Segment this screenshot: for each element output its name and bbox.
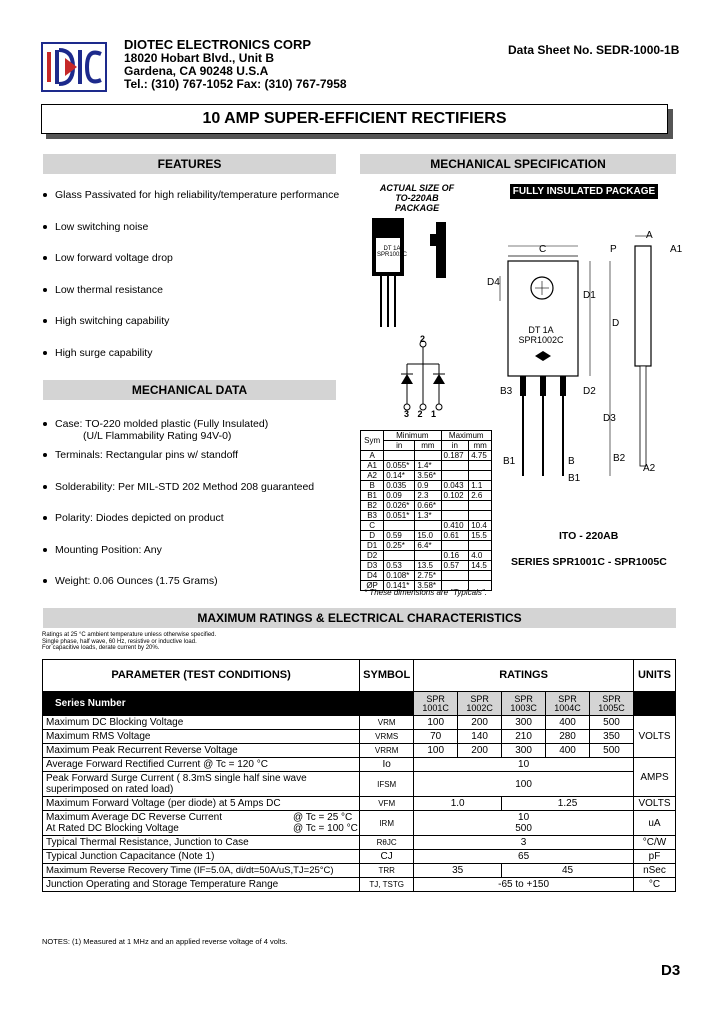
dimension-row: A2 0.14* 3.56* [361, 471, 492, 481]
dimension-row: C 0.410 10.4 [361, 521, 492, 531]
dimension-row: D1 0.25* 6.4* [361, 541, 492, 551]
package-small-label: DT 1A SPR1002C [376, 246, 408, 258]
dimension-row: B3 0.051* 1.3* [361, 511, 492, 521]
dimension-row: D3 0.53 13.5 0.57 14.5 [361, 561, 492, 571]
series-number-label: Series Number [43, 692, 360, 716]
feature-item: Low thermal resistance [43, 284, 163, 296]
package-marking: DT 1A SPR1002C [518, 325, 564, 345]
mech-data-item: Case: TO-220 molded plastic (Fully Insulated) [43, 418, 268, 430]
dim-label-d4: D4 [487, 277, 500, 288]
dim-label-d2: D2 [583, 386, 596, 397]
insulated-package-badge: FULLY INSULATED PACKAGE [510, 184, 658, 199]
dimension-row: B 0.035 0.9 0.043 1.1 [361, 481, 492, 491]
feature-item: Glass Passivated for high reliability/temperature performance [43, 189, 339, 201]
dim-label-b: B [568, 456, 575, 467]
footnote: NOTES: (1) Measured at 1 MHz and an applied reverse voltage of 4 volts. [42, 937, 288, 946]
address-line2: Gardena, CA 90248 U.S.A [124, 64, 269, 78]
mechanical-spec-heading: MECHANICAL SPECIFICATION [360, 154, 676, 174]
dimension-row: D 0.59 15.0 0.61 15.5 [361, 531, 492, 541]
company-name: DIOTEC ELECTRONICS CORP [124, 37, 312, 52]
dimension-row: D2 0.16 4.0 [361, 551, 492, 561]
address-line1: 18020 Hobart Blvd., Unit B [124, 51, 275, 65]
phone-fax: Tel.: (310) 767-1052 Fax: (310) 767-7958 [124, 77, 347, 91]
page-number: D3 [661, 962, 681, 979]
dimension-table: Sym Minimum Maximum in mm in mm A 0.187 4.75 A1 0.055* 1.4* A2 0.14* 3.56* B 0.035 0.9 0.043 1.1 B1 0.09 2.3 0.102 2.6 B2 0.026* 0.66* B3 0.051* 1.3* C 0.410 10.4 D 0.59 15.0 0.61 15.5 D1 0.25* 6.4* D2 0.16 4.0 D3 0.53 13.5 0.57 14.5 D4 0.108* 2.75* ØP 0.141* 3.58* [360, 430, 492, 591]
mech-data-item: Mounting Position: Any [43, 544, 162, 556]
dim-label-b1: B1 [503, 456, 516, 467]
document-title: 10 AMP SUPER-EFFICIENT RECTIFIERS [41, 104, 668, 134]
series-range: SERIES SPR1001C - SPR1005C [511, 556, 667, 568]
mech-data-item: Polarity: Diodes depicted on product [43, 512, 224, 524]
dim-label-a: A [646, 230, 653, 241]
dim-label-d3: D3 [603, 413, 616, 424]
pin-label-top: 2 [420, 334, 426, 344]
dimension-row: B1 0.09 2.3 0.102 2.6 [361, 491, 492, 501]
dim-label-b2: B2 [613, 453, 626, 464]
dimension-row: A 0.187 4.75 [361, 451, 492, 461]
package-actual-size-drawing [368, 212, 458, 340]
feature-item: High surge capability [43, 347, 152, 359]
dimension-row: B2 0.026* 0.66* [361, 501, 492, 511]
features-heading: FEATURES [43, 154, 336, 174]
dim-label-a2: A2 [643, 463, 656, 474]
dim-label-d1: D1 [583, 290, 596, 301]
dimension-note: * These dimensions are "Typicals". [364, 588, 487, 597]
ratings-heading: MAXIMUM RATINGS & ELECTRICAL CHARACTERISTICS [43, 608, 676, 628]
mechanical-data-heading: MECHANICAL DATA [43, 380, 336, 400]
feature-item: High switching capability [43, 315, 169, 327]
pin-labels: 3 2 1 [404, 409, 437, 419]
dim-label-d: D [612, 318, 620, 329]
mech-data-item: Solderability: Per MIL-STD 202 Method 208 guaranteed [43, 481, 314, 493]
package-type: ITO - 220AB [559, 530, 619, 542]
datasheet-number: Data Sheet No. SEDR-1000-1B [508, 43, 680, 57]
dimension-row: D4 0.108* 2.75* [361, 571, 492, 581]
mech-data-item: Weight: 0.06 Ounces (1.75 Grams) [43, 575, 218, 587]
mech-data-item: Terminals: Rectangular pins w/ standoff [43, 449, 238, 461]
dim-label-b3: B3 [500, 386, 513, 397]
dim-label-a1: A1 [670, 244, 683, 255]
actual-size-label: ACTUAL SIZE OF TO-220AB PACKAGE [379, 183, 455, 213]
ratings-conditions: Ratings at 25 °C ambient temperature unless otherwise specified. Single phase, half wave, 60 Hz, resistive or inductive load. For capacitive loads, derate current by 20%. [42, 632, 217, 651]
feature-item: Low switching noise [43, 221, 148, 233]
dimension-row: ØP 0.141* 3.58* [361, 581, 492, 591]
mech-data-case-note: (U/L Flammability Rating 94V-0) [83, 430, 232, 442]
dim-label-c: C [539, 244, 547, 255]
dimension-row: A1 0.055* 1.4* [361, 461, 492, 471]
dim-label-p: P [610, 244, 617, 255]
ratings-table: PARAMETER (TEST CONDITIONS) SYMBOL RATINGS UNITS Series Number SPR 1001C SPR 1002C SPR 1003C SPR 1004C SPR 1005C Maximum DC Blocking Voltage VRM 100 200 300 400 500 VOLTS Maximum RMS Voltage VRMS 70 140 210 280 350 Maximum Peak Recurrent Reverse Voltage VRRM 100 200 300 400 500 Average Forward Rectified Current @ Tc = 120 °C Io 10 AMPS Peak Forward Surge Current ( 8.3mS single half sine wave superimposed on rated load) IFSM 100 Maximum Forward Voltage (per diode) at 5 Amps DC VFM 1.0 1.25 VOLTS Maximum Average DC Reverse Current At Rated DC Blocking Voltage @ Tc = 25 °C @ Tc = 100 °C IRM 10 500 uA Typical Thermal Resistance, Junction to Case RθJC 3 °C/W Typical Junction Capacitance (Note 1) CJ 65 pF Maximum Reverse Recovery Time (IF=5.0A, di/dt=50A/uS,TJ=25°C) TRR 35 45 nSec Junction Operating and Storage Temperature Range TJ, TSTG -65 to +150 °C [42, 659, 676, 892]
company-logo [41, 42, 107, 92]
dim-label-b1-lower: B1 [568, 473, 581, 484]
feature-item: Low forward voltage drop [43, 252, 173, 264]
